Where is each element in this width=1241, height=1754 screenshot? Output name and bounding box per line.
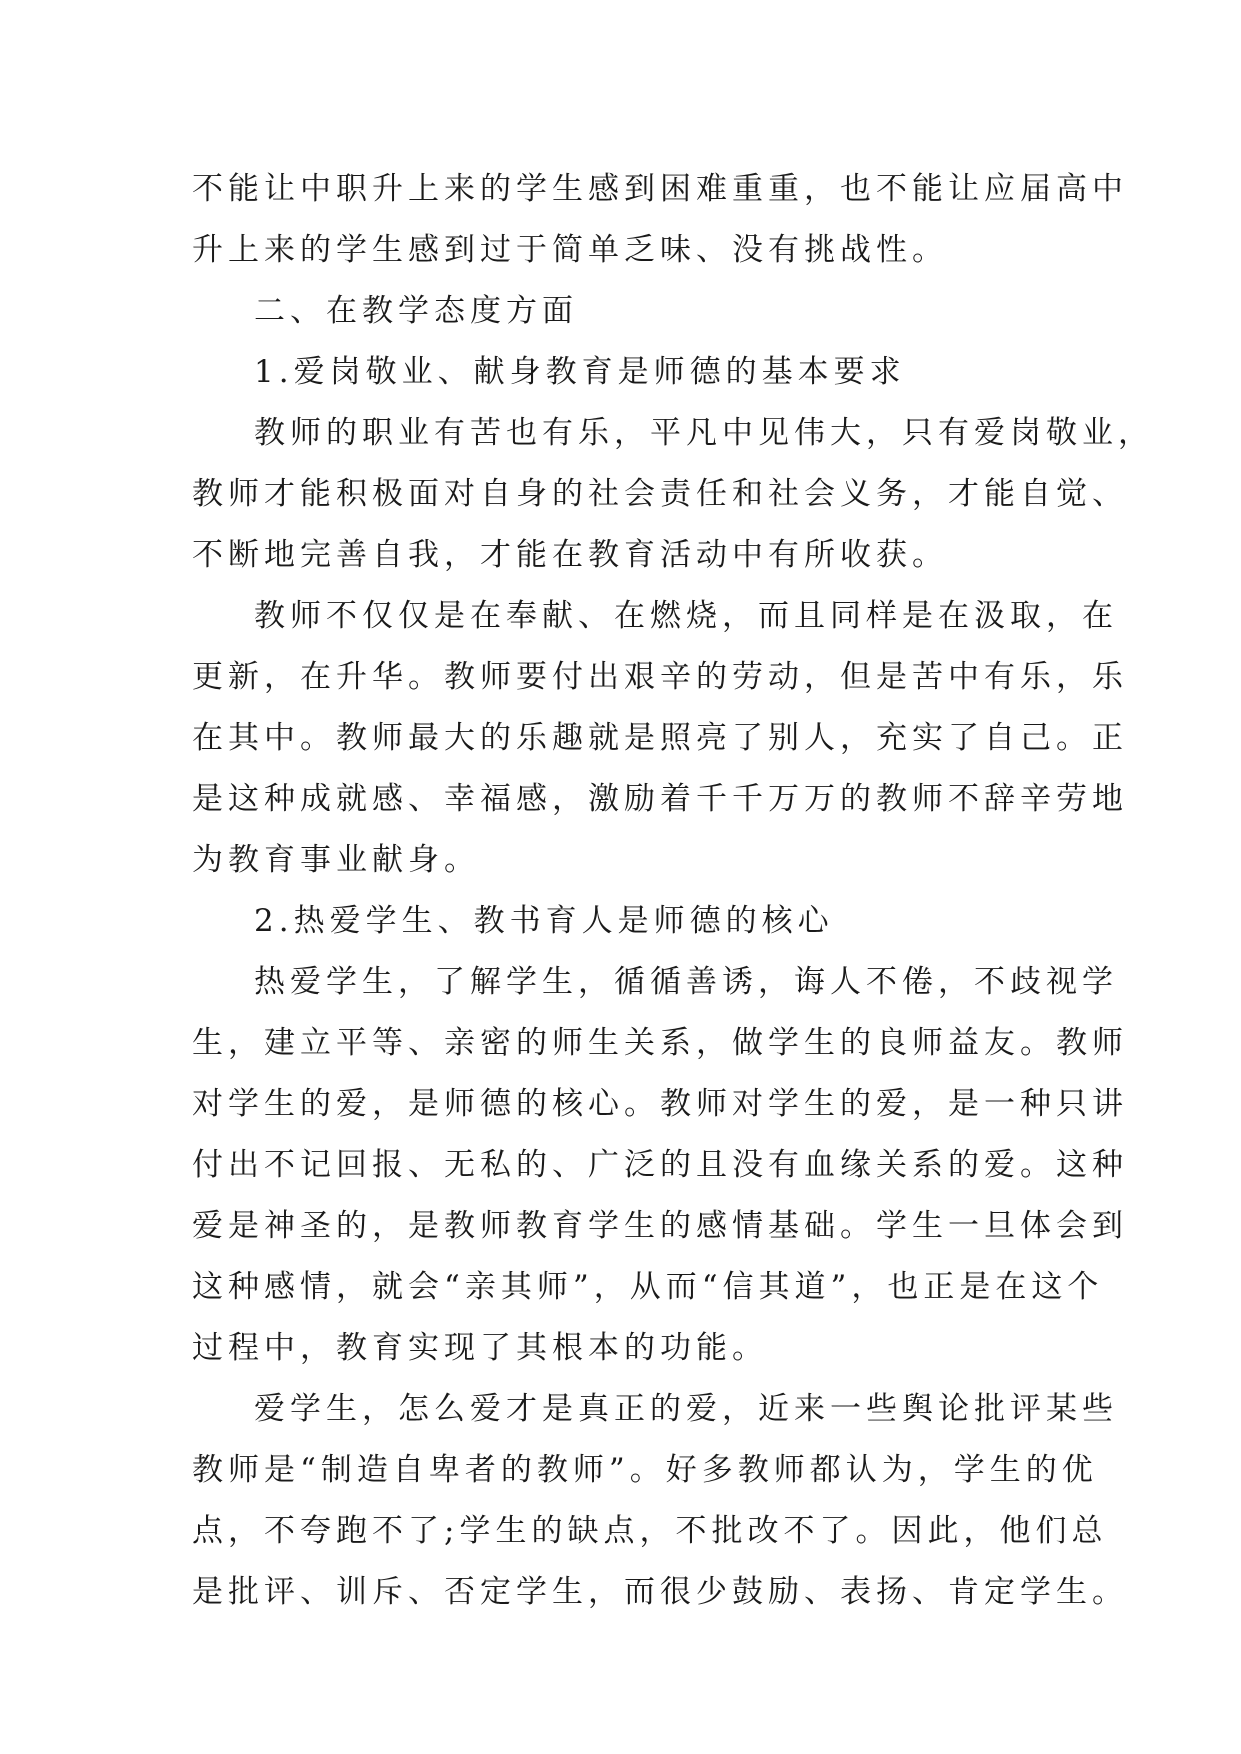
text-line: 不断地完善自我，才能在教育活动中有所收获。	[192, 537, 948, 573]
text-line: 过程中，教育实现了其根本的功能。	[192, 1330, 768, 1366]
text-line: 更新，在升华。教师要付出艰辛的劳动，但是苦中有乐，乐	[192, 659, 1128, 695]
section-heading: 二、在教学态度方面	[254, 293, 578, 329]
text-line: 爱学生，怎么爱才是真正的爱，近来一些舆论批评某些	[254, 1391, 1118, 1427]
text-line: 是批评、训斥、否定学生，而很少鼓励、表扬、肯定学生。	[192, 1574, 1128, 1610]
text-line: 教师不仅仅是在奉献、在燃烧，而且同样是在汲取，在	[254, 598, 1118, 634]
text-line: 点，不夸跑不了;学生的缺点，不批改不了。因此，他们总	[192, 1513, 1108, 1549]
text-line: 对学生的爱，是师德的核心。教师对学生的爱，是一种只讲	[192, 1086, 1128, 1122]
text-line: 热爱学生，了解学生，循循善诱，诲人不倦，不歧视学	[254, 964, 1118, 1000]
text-line: 生，建立平等、亲密的师生关系，做学生的良师益友。教师	[192, 1025, 1128, 1061]
text-line: 教师是“制造自卑者的教师”。好多教师都认为，学生的优	[192, 1452, 1098, 1488]
text-line: 为教育事业献身。	[192, 842, 480, 878]
subsection-heading: 2.热爱学生、教书育人是师德的核心	[254, 903, 834, 939]
text-line: 教师的职业有苦也有乐，平凡中见伟大，只有爱岗敬业，	[254, 415, 1154, 451]
text-line: 不能让中职升上来的学生感到困难重重，也不能让应届高中	[192, 171, 1128, 207]
text-line: 在其中。教师最大的乐趣就是照亮了别人，充实了自己。正	[192, 720, 1128, 756]
subsection-heading: 1.爱岗敬业、献身教育是师德的基本要求	[254, 354, 906, 390]
text-line: 爱是神圣的，是教师教育学生的感情基础。学生一旦体会到	[192, 1208, 1128, 1244]
text-line: 教师才能积极面对自身的社会责任和社会义务，才能自觉、	[192, 476, 1128, 512]
document-body	[192, 159, 1154, 1623]
text-line: 升上来的学生感到过于简单乏味、没有挑战性。	[192, 232, 948, 268]
text-line: 是这种成就感、幸福感，激励着千千万万的教师不辞辛劳地	[192, 781, 1128, 817]
text-line: 付出不记回报、无私的、广泛的且没有血缘关系的爱。这种	[192, 1147, 1128, 1183]
text-line: 这种感情，就会“亲其师”，从而“信其道”，也正是在这个	[192, 1269, 1104, 1305]
